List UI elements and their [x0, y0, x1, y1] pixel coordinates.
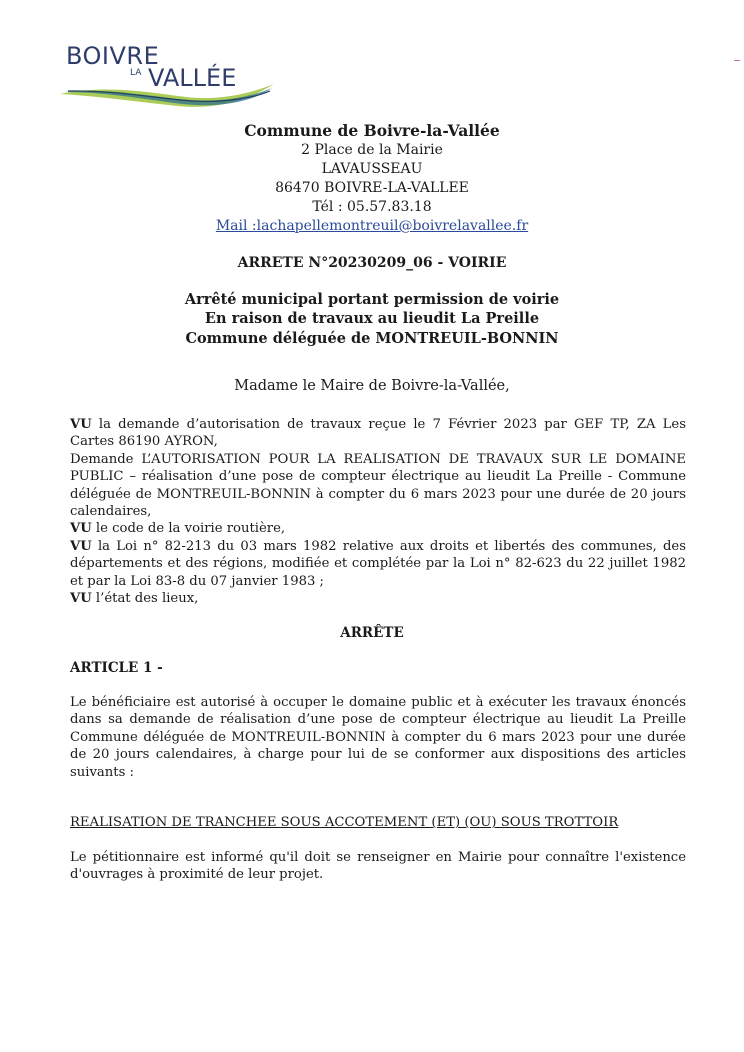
trench-section-body: [70, 849, 686, 884]
trench-section-heading: REALISATION DE TRANCHEE SOUS ACCOTEMENT (ET) (OU) SOUS TROTTOIR: [70, 815, 619, 830]
vu-paragraph: VU l’état des lieux,: [70, 591, 199, 607]
arrete-title-line-1: Arrêté municipal portant permission de voirie: [184, 291, 560, 308]
vu-paragraph: VU le code de la voirie routière,: [70, 521, 286, 537]
vu-paragraph: VU la demande d’autorisation de travaux reçue le 7 Février 2023 par GEF TP, ZA Les Cartes 86190 AYRON,: [70, 417, 686, 450]
article-1-text: Le bénéficiaire est autorisé à occuper le domaine public et à exécuter les travaux énoncés dans sa demande de réalisation d’une pose de compteur électrique au lieudit La Preille Commune déléguée de MONTREUIL-BONNIN à compter du 6 mars 2023 pour une durée de 20 jours calendaires, à charge pour lui de se conformer aux dispositions des articles suivants :: [70, 695, 686, 780]
arrete-title-line-2: En raison de travaux au lieudit La Preille: [204, 310, 540, 327]
logo-wave-icon: [58, 80, 278, 120]
commune-name: Commune de Boivre-la-Vallée: [244, 121, 500, 140]
address-line-3: 86470 BOIVRE-LA-VALLEE: [275, 180, 469, 196]
demande-paragraph: Demande L’AUTORISATION POUR LA REALISATION DE TRAVAUX SUR LE DOMAINE PUBLIC – réalisation d’une pose de compteur électrique au lieudit La Preille - Commune déléguée de MONTREUIL-BONNIN à compter du 6 mars 2023 pour une durée de 20 jours calendaires,: [70, 451, 686, 520]
trench-section-text: Le pétitionnaire est informé qu'il doit se renseigner en Mairie pour connaître l'existence d'ouvrages à proximité de leur projet.: [70, 850, 686, 883]
salutation: Madame le Maire de Boivre-la-Vallée,: [234, 378, 510, 394]
address-line-2: LAVAUSSEAU: [321, 161, 423, 177]
logo-text-la: LA: [130, 68, 142, 78]
email-link[interactable]: Mail :lachapellemontreuil@boivrelavallee.fr: [215, 218, 529, 234]
considerations-block: [70, 416, 686, 607]
arrete-title-line-3: Commune déléguée de MONTREUIL-BONNIN: [185, 330, 559, 347]
margin-mark: [734, 60, 740, 61]
commune-logo: [58, 40, 278, 120]
article-1-body: [70, 694, 686, 781]
arrete-number: ARRETE N°20230209_06 - VOIRIE: [237, 255, 507, 271]
logo-text-boivre: BOIVRE: [66, 42, 160, 70]
decision-heading: ARRÊTE: [340, 625, 404, 641]
logo-text-vallee: VALLÉE: [148, 64, 237, 92]
address-line-1: 2 Place de la Mairie: [301, 142, 443, 158]
phone-number: Tél : 05.57.83.18: [312, 199, 432, 215]
vu-paragraph: VU la Loi n° 82-213 du 03 mars 1982 relative aux droits et libertés des communes, des départements et des régions, modifiée et complétée par la Loi n° 82-623 du 22 juillet 1982 et par la Loi 83-8 du 07 janvier 1983 ;: [70, 538, 686, 589]
article-1-heading: ARTICLE 1 -: [70, 660, 163, 676]
